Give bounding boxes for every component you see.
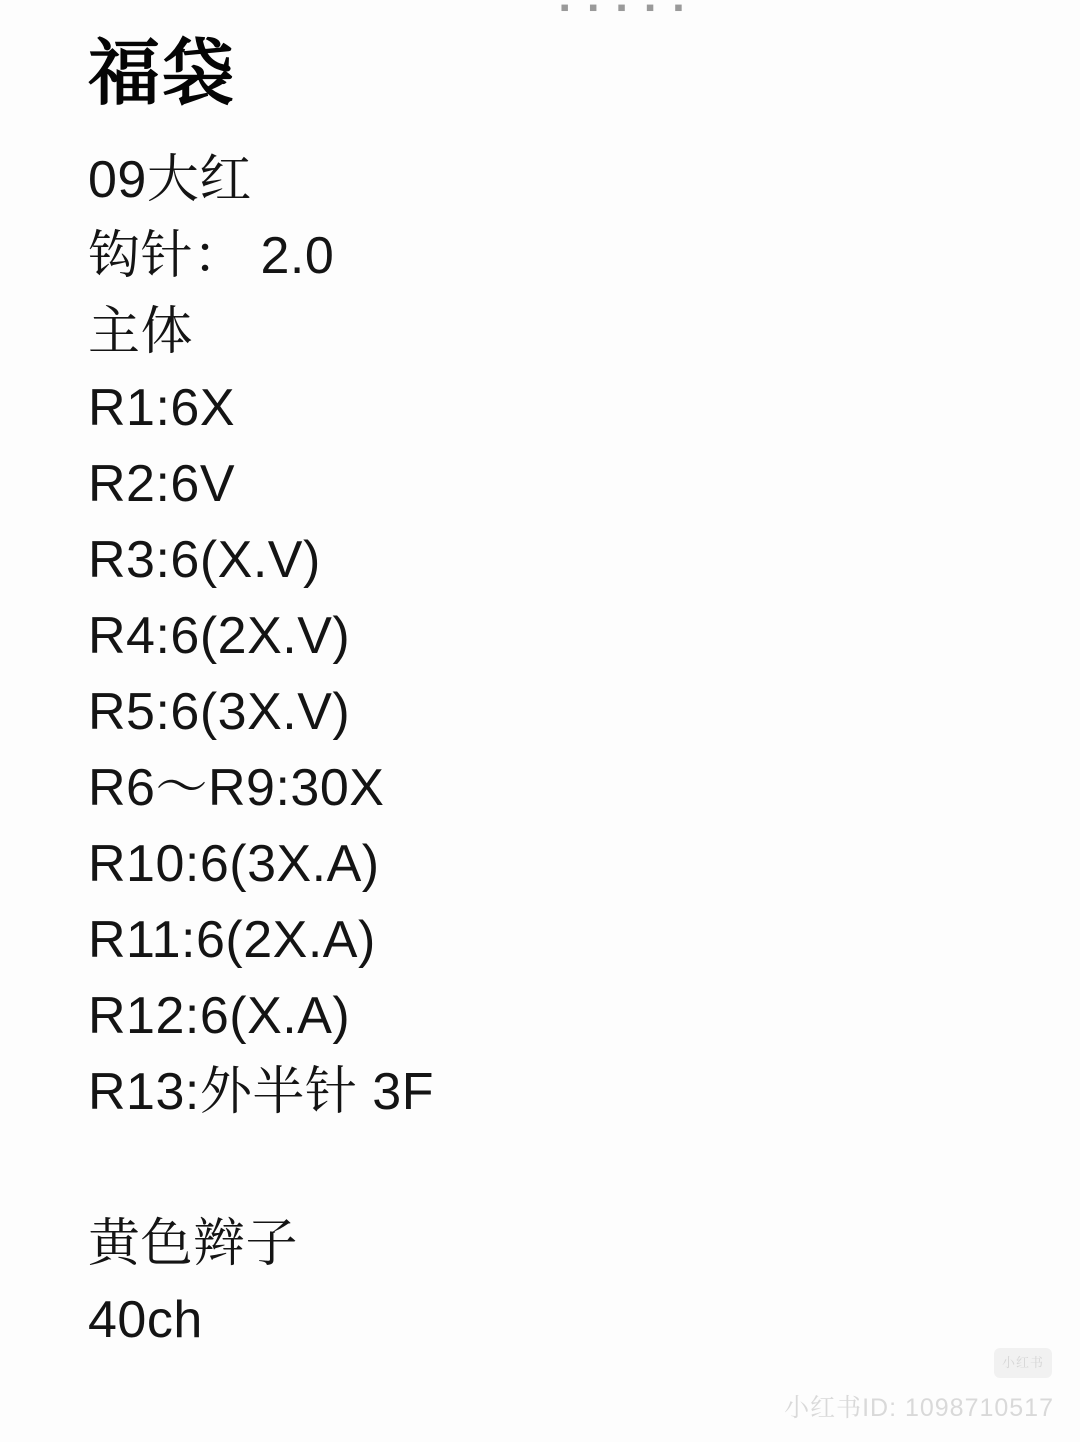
text-line: R2:6V: [88, 454, 236, 513]
text-line: R10:6(3X.A): [88, 834, 380, 893]
document-content: [88, 36, 988, 1358]
text-line: R4:6(2X.V): [88, 606, 351, 665]
text-line: 主体: [88, 302, 194, 361]
text-line: R3:6(X.V): [88, 530, 321, 589]
text-line: R1:6X: [88, 378, 236, 437]
top-cropped-text: ▪ ▪ ▪ ▪ ▪: [560, 0, 689, 22]
text-line: R5:6(3X.V): [88, 682, 351, 741]
blank-line: [88, 1130, 988, 1206]
page-title: 福袋: [88, 34, 237, 114]
text-line: R6〜R9:30X: [88, 758, 385, 817]
text-line: R13:外半针 3F: [88, 1062, 434, 1121]
text-line: 钩针： 2.0: [88, 226, 335, 285]
watermark-id-text: 小红书ID: 1098710517: [784, 1394, 1054, 1422]
text-line: 09大红: [88, 150, 252, 209]
text-line: 40ch: [88, 1290, 203, 1349]
text-line: 黄色辫子: [88, 1214, 299, 1273]
text-line: R12:6(X.A): [88, 986, 351, 1045]
watermark-badge: 小红书: [994, 1348, 1052, 1378]
text-line: R11:6(2X.A): [88, 910, 376, 969]
